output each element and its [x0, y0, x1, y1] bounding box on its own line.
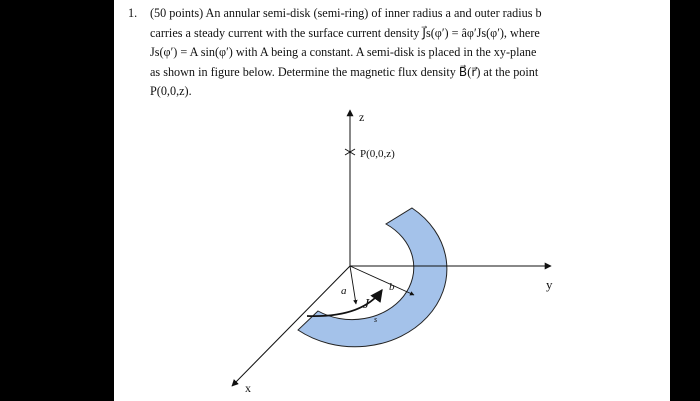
problem-line-1: (50 points) An annular semi-disk (semi-ring) of inner radius a and outer radius b [150, 6, 542, 20]
problem-number: 1. [128, 6, 138, 20]
inner-radius-arrow [350, 266, 356, 304]
current-density-label: J [363, 297, 370, 312]
problem-line-3: Js(φ′) = A sin(φ′) with A being a constant. A semi-disk is placed in the xy-plane [150, 45, 537, 59]
outer-radius-label: b [389, 281, 395, 293]
z-axis-label: z [359, 110, 365, 124]
y-axis-label: y [546, 277, 553, 292]
inner-radius-label: a [341, 285, 347, 297]
point-p-label: P(0,0,z) [360, 148, 395, 160]
document-page [114, 0, 670, 401]
semi-ring-figure [114, 0, 670, 401]
problem-line-5: P(0,0,z). [150, 84, 192, 98]
point-p-marker [345, 147, 355, 157]
problem-line-4: as shown in figure below. Determine the magnetic flux density B⃗(r⃗) at the point [150, 64, 539, 79]
x-axis-label: x [245, 381, 251, 395]
current-density-subscript: s [374, 315, 378, 324]
semi-ring-shape [298, 208, 447, 347]
problem-line-2: carries a steady current with the surface current density J⃗s(φ′) = âφ′Js(φ′), where [150, 25, 540, 40]
